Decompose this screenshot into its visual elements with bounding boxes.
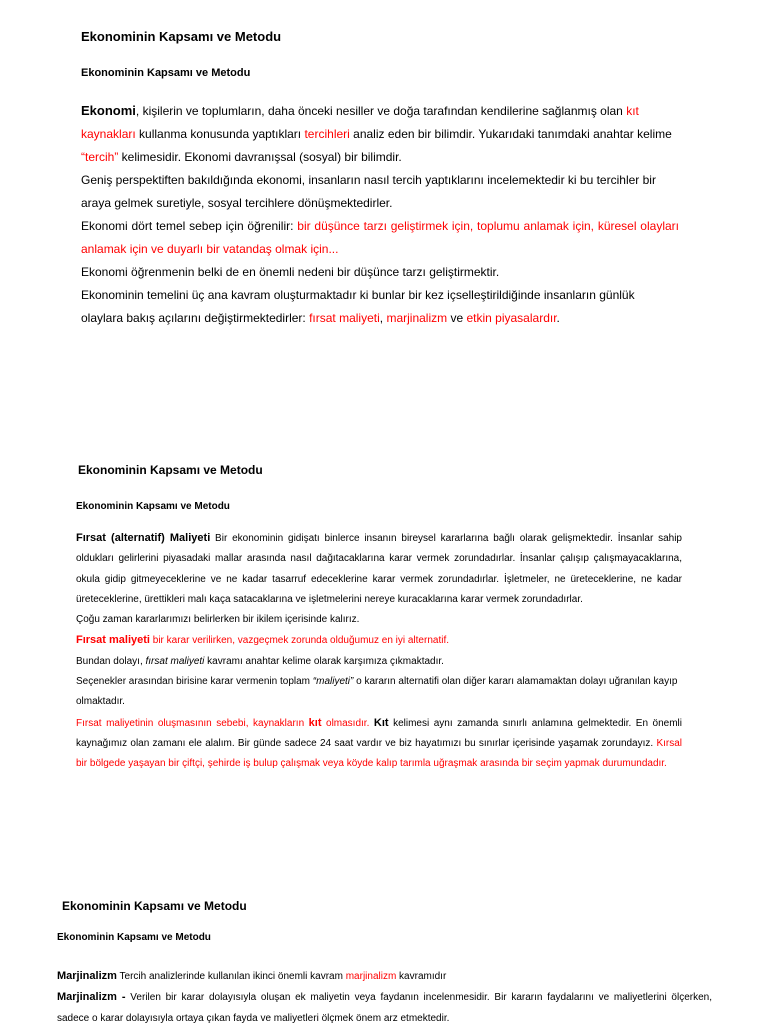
section-3-body <box>57 966 712 1029</box>
highlight: marjinalizm <box>345 971 397 982</box>
highlight: marjinalizm <box>386 311 448 325</box>
highlight: bir düşünce tarzı geliştirmek için, toplumu anlamak için, küresel olayları anlamak için ve duyarlı bir vatandaş olmak için... <box>81 219 679 256</box>
highlight: fırsat maliyeti <box>309 311 380 325</box>
paragraph: Çoğu zaman kararlarımızı belirlerken bir ikilem içerisinde kalırız. <box>76 614 360 626</box>
paragraph: Marjinalizm - Verilen bir karar dolayısıyla oluşan ek maliyetin veya faydanın incelenmesidir. Bir kararın faydalarını ve maliyetlerini ölçerken, sadece o karar dolayısıyla ortaya çıkan fayda ve maliyetleri ölçmek önem arz etmektedir. <box>57 991 712 1024</box>
paragraph: Geniş perspektiften bakıldığında ekonomi, insanların nasıl tercih yaptıklarını incelemektedir ki bu tercihler bir araya gelmek suretiyle, sosyal tercihlere dönüşmektedirler. <box>81 173 656 210</box>
section-1-body <box>81 99 679 330</box>
highlight: kıt kaynakları <box>81 104 639 141</box>
paragraph: Fırsat maliyetinin oluşmasının sebebi, kaynakların kıt olmasıdır. Kıt kelimesi aynı zamanda sınırlı anlamına gelmektedir. En önemli kaynağımız olan zamanı ele alalım. Bir günde sadece 24 saat vardır ve biz hayatımızı bu sınırlar içerisinde yaşamak zorundayız. Kırsal bir bölgede yaşayan bir çiftçi, şehirde iş bulup çalışmak veya köyde kalıp tarımla uğraşmak arasında bir seçim yapmak durumundadır. <box>76 716 682 770</box>
highlight: tercihleri <box>304 127 350 141</box>
definition: Fırsat maliyeti bir karar verilirken, vazgeçmek zorunda olduğumuz en iyi alternatif. <box>76 634 450 647</box>
highlight: etkin piyasalardır <box>466 311 557 325</box>
paragraph: Marjinalizm Tercih analizlerinde kullanılan ikinci önemli kavram marjinalizm kavramıdır <box>57 970 447 982</box>
section-3 <box>57 899 712 1029</box>
paragraph: Ekonominin temelini üç ana kavram oluşturmaktadır ki bunlar bir kez içselleştirildiğinde insanların günlük olaylara bakış açılarını değiştirmektedirler: fırsat maliyeti, marjinalizm ve etkin piyasalardır. <box>81 288 635 325</box>
paragraph: Bundan dolayı, fırsat maliyeti kavramı anahtar kelime olarak karşımıza çıkmaktadır. <box>76 655 444 667</box>
term-marjinalizm: Marjinalizm <box>57 970 117 982</box>
section-1-title: Ekonominin Kapsamı ve Metodu <box>81 29 282 44</box>
highlight: “tercih” <box>81 150 119 164</box>
section-2-title: Ekonominin Kapsamı ve Metodu <box>78 463 263 477</box>
term-firsat-maliyeti: Fırsat maliyeti <box>76 634 150 647</box>
paragraph: Seçenekler arasından birisine karar vermenin toplam “maliyeti” o kararın alternatifi olan diğer kararı alamamaktan dolayı uğranılan kayıp olmaktadır. <box>76 676 678 708</box>
term-marjinalizm: Marjinalizm - <box>57 991 126 1004</box>
paragraph: Fırsat (alternatif) Maliyeti Bir ekonominin gidişatı binlerce insanın bireysel kararlarına bağlı olarak gelişmektedir. İnsanlar sahip oldukları gelirlerini piyasadaki mallar arasında nasıl dağıtacaklarına karar vermek zorundadırlar. İnsanlar çalışıp çalışmayacaklarına, okula gidip gitmeyeceklerine ve ne kadar tasarruf edeceklerine karar vermek zorundadırlar. İşletmeler, ne üreteceklerine, ne kadar üreteceklerine, ürettikleri malı kaça satacaklarına ve işletmelerini nereye kuracaklarına karar vermek zorundadırlar. <box>76 532 682 605</box>
section-2-subtitle: Ekonominin Kapsamı ve Metodu <box>76 501 230 512</box>
section-1-subtitle: Ekonominin Kapsamı ve Metodu <box>81 67 251 79</box>
paragraph: Ekonomi öğrenmenin belki de en önemli nedeni bir düşünce tarzı geliştirmektir. <box>81 265 500 279</box>
term-ekonomi: Ekonomi <box>81 103 136 118</box>
section-2 <box>76 463 682 775</box>
section-1 <box>81 29 679 330</box>
section-2-body <box>76 528 682 775</box>
section-3-subtitle: Ekonominin Kapsamı ve Metodu <box>57 932 211 943</box>
section-3-title: Ekonominin Kapsamı ve Metodu <box>62 899 247 913</box>
paragraph: Ekonomi dört temel sebep için öğrenilir: bir düşünce tarzı geliştirmek için, toplumu anlamak için, küresel olayları anlamak için ve duyarlı bir vatandaş olmak için... <box>81 219 679 256</box>
paragraph: Ekonomi, kişilerin ve toplumların, daha önceki nesiller ve doğa tarafından kendilerine sağlanmış olan kıt kaynakları kullanma konusunda yaptıkları tercihleri analiz eden bir bilimdir. Yukarıdaki tanımdaki anahtar kelime “tercih” kelimesidir. Ekonomi davranışsal (sosyal) bir bilimdir. <box>81 103 672 164</box>
term-firsat-maliyeti: Fırsat (alternatif) Maliyeti <box>76 532 211 544</box>
